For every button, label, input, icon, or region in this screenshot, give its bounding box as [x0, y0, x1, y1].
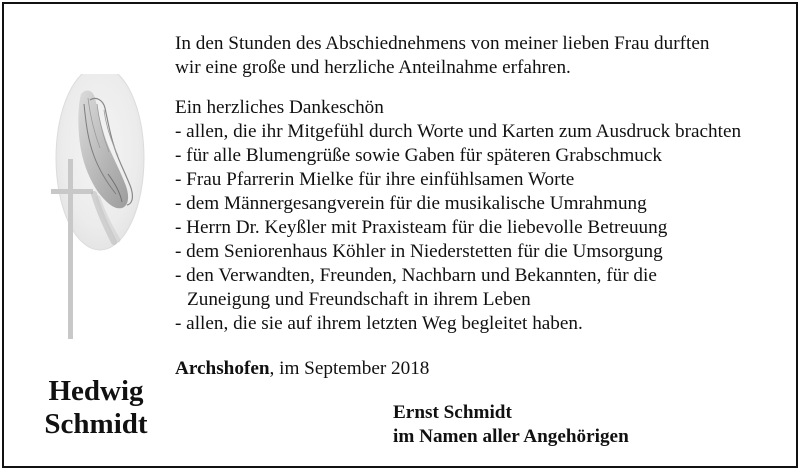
cross-vertical-beam: [68, 159, 73, 339]
thanks-list-item: - allen, die ihr Mitgefühl durch Worte und Karten zum Ausdruck brachten: [175, 121, 742, 142]
thanks-list: [175, 120, 785, 336]
thanks-list-item-continuation: Zuneigung und Freundschaft in ihrem Leben: [187, 289, 531, 310]
thanks-list-item: - dem Männergesangverein für die musikalische Umrahmung: [175, 193, 647, 214]
praying-hands-icon: [48, 74, 146, 344]
thanks-list-item: - den Verwandten, Freunden, Nachbarn und Bekannten, für die: [175, 265, 657, 286]
dateline-date: , im September 2018: [269, 358, 430, 379]
dateline-place: Archshofen: [175, 358, 270, 379]
deceased-last-name: Schmidt: [44, 408, 148, 440]
praying-hands-cross-illustration: [48, 74, 146, 344]
obituary-thank-you-notice: [2, 2, 798, 468]
thanks-list-item: - dem Seniorenhaus Köhler in Niederstetten für die Umsorgung: [175, 241, 663, 262]
dateline: [175, 357, 429, 381]
signature-relation: im Namen aller Angehörigen: [393, 426, 629, 447]
thanks-heading: Ein herzliches Dankeschön: [175, 97, 384, 118]
intro-line: In den Stunden des Abschiednehmens von meiner lieben Frau durften: [175, 33, 710, 54]
signature-name: Ernst Schmidt: [393, 402, 512, 423]
signature-block: [393, 401, 629, 449]
intro-line: wir eine große und herzliche Anteilnahme erfahren.: [175, 57, 571, 78]
thanks-list-item: - Frau Pfarrerin Mielke für ihre einfühlsamen Worte: [175, 169, 575, 190]
deceased-first-name: Hedwig: [48, 375, 144, 407]
deceased-name: [26, 375, 166, 441]
cross-horizontal-beam: [51, 189, 93, 194]
intro-paragraph: [175, 32, 775, 80]
thanks-list-item: - allen, die sie auf ihrem letzten Weg begleitet haben.: [175, 313, 583, 334]
thanks-list-item: - Herrn Dr. Keyßler mit Praxisteam für die liebevolle Betreuung: [175, 217, 668, 238]
thanks-section: [175, 96, 785, 336]
thanks-list-item: - für alle Blumengrüße sowie Gaben für späteren Grabschmuck: [175, 145, 662, 166]
